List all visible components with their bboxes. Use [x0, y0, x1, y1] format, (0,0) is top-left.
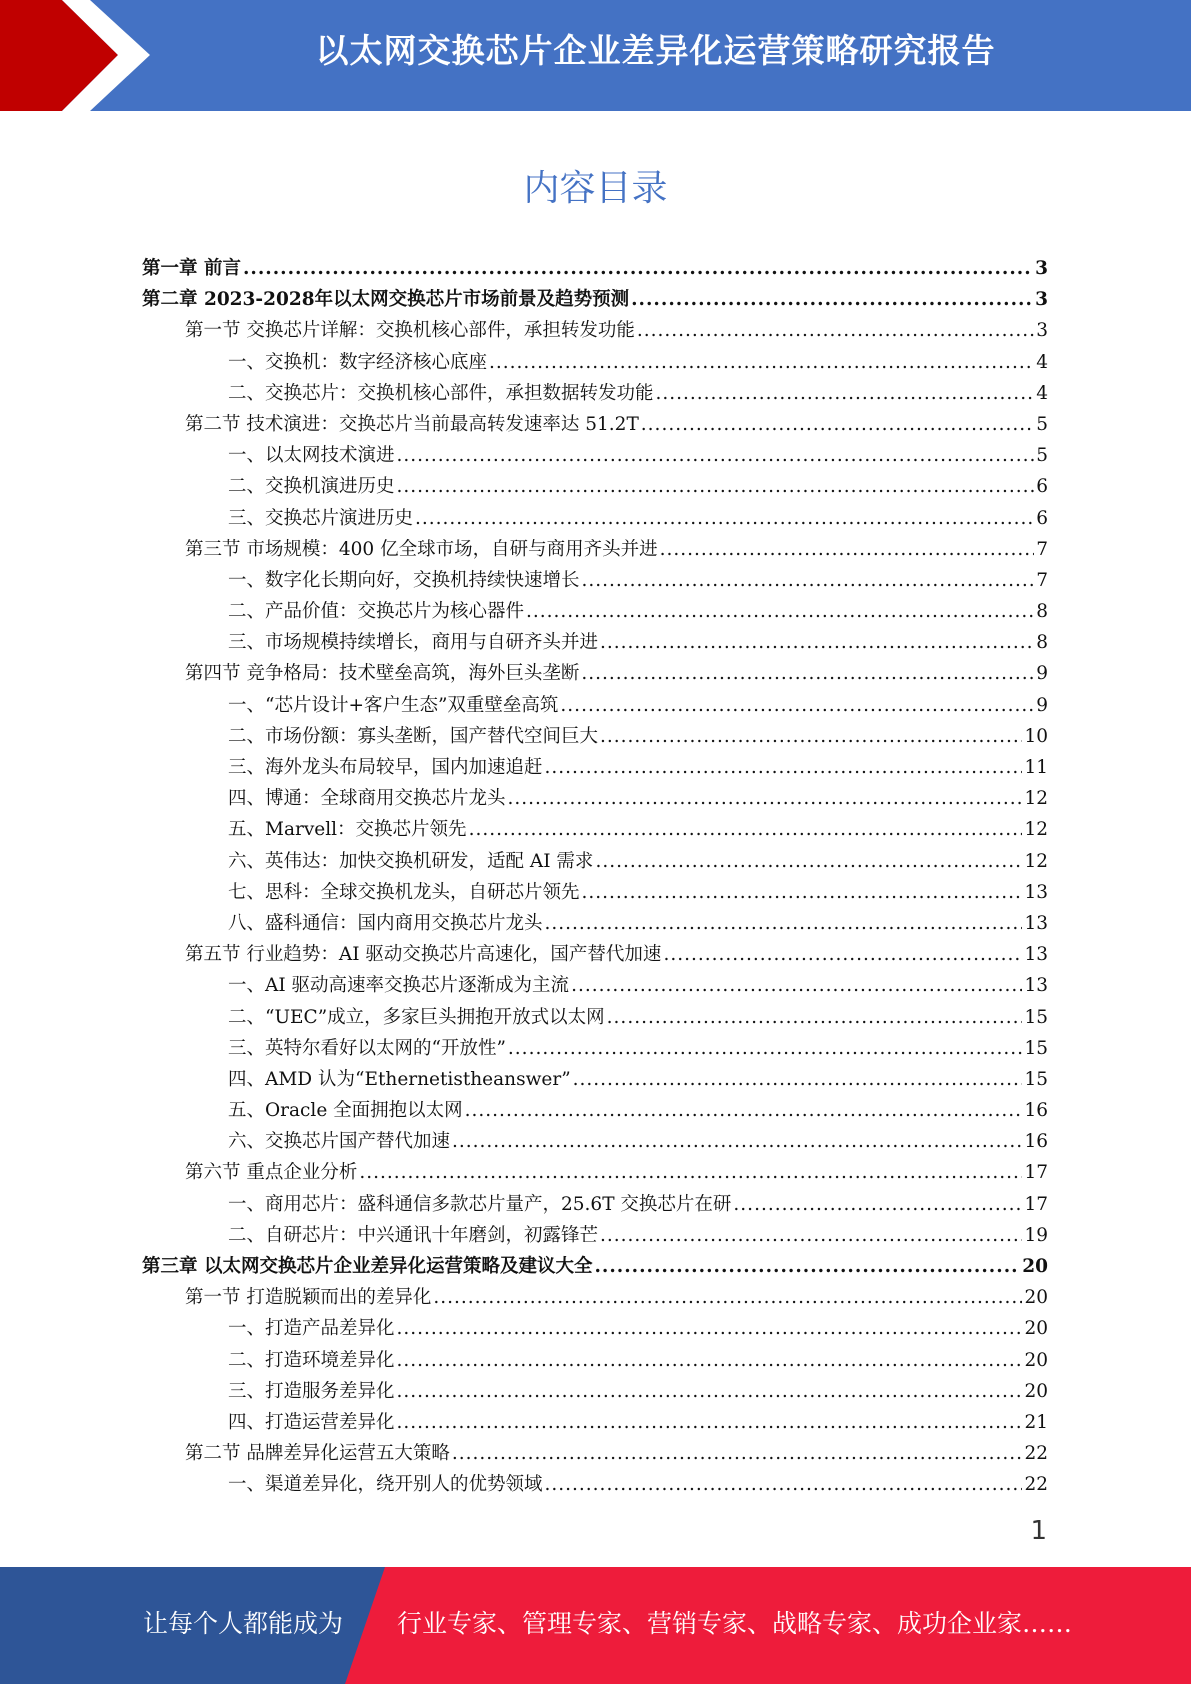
toc-entry[interactable]	[142, 379, 1048, 410]
toc-leader-dots	[594, 1256, 1020, 1277]
toc-entry-title: 第三章 以太网交换芯片企业差异化运营策略及建议大全	[142, 1256, 593, 1277]
toc-leader-dots	[595, 851, 1022, 872]
toc-leader-dots	[600, 632, 1034, 653]
toc-entry-page: 15	[1024, 1006, 1048, 1028]
toc-leader-dots	[573, 1069, 1023, 1090]
toc-leader-dots	[465, 1100, 1023, 1121]
toc-entry[interactable]	[142, 815, 1048, 846]
toc-entry-page: 15	[1024, 1037, 1048, 1059]
toc-entry[interactable]	[142, 1065, 1048, 1096]
toc-entry[interactable]	[142, 472, 1048, 503]
toc-leader-dots	[600, 1225, 1022, 1246]
toc-entry-page: 19	[1024, 1224, 1048, 1246]
toc-entry-title: 第四节 竞争格局：技术壁垒高筑，海外巨头垄断	[185, 663, 580, 685]
toc-leader-dots	[397, 1412, 1023, 1433]
toc-entry-page: 22	[1024, 1474, 1048, 1496]
toc-leader-dots	[508, 1038, 1023, 1059]
toc-entry-title: 一、打造产品差异化	[228, 1318, 395, 1340]
toc-entry-title: 一、以太网技术演进	[228, 445, 395, 467]
toc-entry-page: 13	[1024, 944, 1048, 966]
toc-entry-title: 五、Oracle 全面拥抱以太网	[228, 1100, 463, 1122]
toc-entry[interactable]	[142, 691, 1048, 722]
toc-leader-dots	[508, 788, 1023, 809]
toc-entry-page: 16	[1024, 1131, 1048, 1153]
toc-entry-page: 20	[1024, 1349, 1048, 1371]
toc-entry-page: 13	[1024, 881, 1048, 903]
toc-entry-page: 8	[1036, 601, 1048, 623]
toc-leader-dots	[545, 1474, 1023, 1495]
toc-entry[interactable]	[142, 348, 1048, 379]
toc-entry-page: 20	[1024, 1318, 1048, 1340]
toc-leader-dots	[433, 1287, 1022, 1308]
toc-entry-title: 二、市场份额：寡头垄断，国产替代空间巨大	[228, 725, 599, 747]
toc-entry[interactable]	[142, 1346, 1048, 1377]
toc-entry-title: 二、自研芯片：中兴通讯十年磨剑，初露锋芒	[228, 1224, 599, 1246]
toc-entry-title: 四、博通：全球商用交换芯片龙头	[228, 788, 506, 810]
toc-entry-title: 第二节 技术演进：交换芯片当前最高转发速率达 51.2T	[185, 413, 639, 435]
toc-entry-page: 7	[1036, 538, 1048, 560]
toc-entry-title: 一、商用芯片：盛科通信多款芯片量产，25.6T 交换芯片在研	[228, 1193, 732, 1215]
toc-leader-dots	[397, 1318, 1023, 1339]
toc-entry-title: 第一节 打造脱颖而出的差异化	[185, 1287, 432, 1309]
toc-entry-title: 第二节 品牌差异化运营五大策略	[185, 1443, 450, 1465]
toc-entry[interactable]	[142, 535, 1048, 566]
toc-entry-page: 21	[1024, 1411, 1048, 1433]
toc-entry-page: 17	[1024, 1162, 1048, 1184]
toc-entry-page: 5	[1036, 445, 1048, 467]
toc-entry[interactable]	[142, 722, 1048, 753]
toc-entry-title: 八、盛科通信：国内商用交换芯片龙头	[228, 912, 543, 934]
toc-leader-dots	[656, 383, 1035, 404]
toc-entry-title: 第六节 重点企业分析	[185, 1162, 358, 1184]
toc-leader-dots	[397, 1381, 1023, 1402]
toc-entry[interactable]	[142, 753, 1048, 784]
toc-entry[interactable]	[142, 1408, 1048, 1439]
toc-entry-page: 12	[1024, 819, 1048, 841]
toc-entry[interactable]	[142, 1190, 1048, 1221]
toc-entry-page: 4	[1036, 382, 1048, 404]
toc-entry-title: 六、英伟达：加快交换机研发，适配 AI 需求	[228, 850, 594, 872]
page-number: 1	[1030, 1516, 1047, 1546]
toc-leader-dots	[582, 882, 1023, 903]
toc-leader-dots	[469, 819, 1023, 840]
toc-leader-dots	[733, 1194, 1022, 1215]
toc-entry-page: 10	[1024, 725, 1048, 747]
toc-leader-dots	[489, 352, 1034, 373]
toc-leader-dots	[452, 1131, 1022, 1152]
toc-entry[interactable]	[142, 971, 1048, 1002]
toc-entry-page: 12	[1024, 850, 1048, 872]
toc-entry[interactable]	[142, 847, 1048, 878]
toc-leader-dots	[545, 913, 1023, 934]
toc-leader-dots	[545, 757, 1023, 778]
toc-entry-page: 13	[1024, 912, 1048, 934]
toc-entry-title: 四、AMD 认为“Ethernetistheanswer”	[228, 1068, 571, 1090]
toc-leader-dots	[582, 570, 1035, 591]
toc-leader-dots	[452, 1443, 1023, 1464]
toc-entry-title: 三、市场规模持续增长，商用与自研齐头并进	[228, 632, 599, 654]
toc-leader-dots	[607, 1007, 1023, 1028]
toc-entry-page: 3	[1035, 258, 1048, 279]
toc-entry-page: 12	[1024, 788, 1048, 810]
toc-entry[interactable]	[142, 1096, 1048, 1127]
toc-entry[interactable]	[142, 441, 1048, 472]
toc-entry-page: 13	[1024, 975, 1048, 997]
toc-leader-dots	[581, 663, 1034, 684]
toc-leader-dots	[397, 445, 1035, 466]
toc-entry-page: 17	[1024, 1193, 1048, 1215]
footer-slogan-left: 让每个人都能成为	[143, 1609, 344, 1638]
footer-slogan-right: 行业专家、管理专家、营销专家、战略专家、成功企业家……	[397, 1609, 1073, 1638]
toc-entry-title: 二、“UEC”成立，多家巨头拥抱开放式以太网	[228, 1006, 605, 1028]
toc-entry-page: 16	[1024, 1100, 1048, 1122]
toc-leader-dots	[600, 726, 1022, 747]
toc-leader-dots	[663, 944, 1022, 965]
toc-entry-title: 一、数字化长期向好，交换机持续快速增长	[228, 569, 580, 591]
toc-entry[interactable]	[142, 1158, 1048, 1189]
toc-entry[interactable]	[142, 909, 1048, 940]
toc-entry-page: 9	[1036, 663, 1048, 685]
toc-entry[interactable]	[142, 1377, 1048, 1408]
toc-entry-page: 9	[1036, 694, 1048, 716]
red-chevron-icon	[0, 0, 160, 111]
toc-entry-title: 一、AI 驱动高速率交换芯片逐渐成为主流	[228, 975, 570, 997]
toc-entry[interactable]	[142, 316, 1048, 347]
toc-leader-dots	[641, 414, 1034, 435]
toc-heading: 内容目录	[523, 168, 668, 209]
toc-entry-title: 七、思科：全球交换机龙头，自研芯片领先	[228, 881, 580, 903]
toc-entry[interactable]	[142, 1470, 1048, 1501]
toc-entry-page: 22	[1024, 1443, 1048, 1465]
toc-entry[interactable]	[142, 597, 1048, 628]
toc-entry-title: 四、打造运营差异化	[228, 1411, 395, 1433]
toc-leader-dots	[571, 975, 1022, 996]
toc-leader-dots	[359, 1162, 1022, 1183]
toc-entry-page: 3	[1035, 289, 1048, 311]
toc-entry[interactable]	[142, 566, 1048, 597]
toc-leader-dots	[415, 508, 1034, 529]
toc-entry[interactable]	[142, 1127, 1048, 1158]
toc-entry-page: 20	[1024, 1380, 1048, 1402]
toc-leader-dots	[560, 695, 1034, 716]
toc-entry[interactable]	[142, 878, 1048, 909]
toc-leader-dots	[631, 289, 1033, 310]
toc-entry-title: 三、交换芯片演进历史	[228, 507, 414, 529]
toc-entry-title: 第五节 行业趋势：AI 驱动交换芯片高速化，国产替代加速	[185, 944, 662, 966]
toc-entry-page: 3	[1036, 320, 1048, 342]
toc-entry-title: 三、英特尔看好以太网的“开放性”	[228, 1037, 506, 1059]
toc-entry-page: 4	[1036, 351, 1048, 373]
toc-entry[interactable]	[142, 504, 1048, 535]
toc-entry[interactable]	[142, 410, 1048, 441]
toc-entry[interactable]	[142, 1314, 1048, 1345]
toc-leader-dots	[397, 1350, 1023, 1371]
toc-entry-page: 20	[1024, 1287, 1048, 1309]
toc-entry-title: 二、交换芯片：交换机核心部件，承担数据转发功能	[228, 382, 654, 404]
toc-entry-title: 五、Marvell：交换芯片领先	[228, 819, 467, 841]
toc-entry-title: 二、打造环境差异化	[228, 1349, 395, 1371]
toc-entry-page: 6	[1036, 476, 1048, 498]
toc-entry-title: 二、产品价值：交换芯片为核心器件	[228, 601, 525, 623]
report-title: 以太网交换芯片企业差异化运营策略研究报告	[315, 31, 996, 70]
toc-entry[interactable]	[142, 285, 1048, 316]
toc-entry-title: 六、交换芯片国产替代加速	[228, 1131, 451, 1153]
toc-entry[interactable]	[142, 254, 1048, 285]
toc-entry[interactable]	[142, 1252, 1048, 1283]
toc-entry-title: 第一节 交换芯片详解：交换机核心部件，承担转发功能	[185, 320, 635, 342]
toc-entry[interactable]	[142, 1003, 1048, 1034]
toc-leader-dots	[397, 476, 1035, 497]
toc-entry-title: 二、交换机演进历史	[228, 476, 395, 498]
toc-entry-title: 一、渠道差异化，绕开别人的优势领域	[228, 1474, 543, 1496]
toc-entry-page: 5	[1036, 413, 1048, 435]
toc-entry-title: 三、打造服务差异化	[228, 1380, 395, 1402]
toc-entry-title: 一、交换机：数字经济核心底座	[228, 351, 488, 373]
toc-entry[interactable]	[142, 659, 1048, 690]
toc-entry-page: 8	[1036, 632, 1048, 654]
toc-entry[interactable]	[142, 940, 1048, 971]
toc-leader-dots	[243, 258, 1033, 279]
toc-leader-dots	[660, 539, 1035, 560]
toc-entry-title: 三、海外龙头布局较早，国内加速追赶	[228, 757, 543, 778]
footer-band	[0, 1567, 1191, 1684]
toc-entry-page: 7	[1036, 569, 1048, 591]
toc-entry[interactable]	[142, 1221, 1048, 1252]
toc-entry[interactable]	[142, 784, 1048, 815]
toc-entry-title: 第三节 市场规模：400 亿全球市场，自研与商用齐头并进	[185, 538, 658, 560]
toc-entry[interactable]	[142, 1283, 1048, 1314]
toc-entry-title: 一、“芯片设计+客户生态”双重壁垒高筑	[228, 694, 559, 716]
toc-entry-title: 第一章 前言	[142, 258, 241, 279]
toc-entry-page: 15	[1024, 1068, 1048, 1090]
toc-entry[interactable]	[142, 628, 1048, 659]
toc-entry-page: 20	[1022, 1256, 1048, 1277]
toc-entry-title: 第二章 2023-2028年以太网交换芯片市场前景及趋势预测	[142, 289, 630, 311]
toc-leader-dots	[526, 601, 1034, 622]
toc-entry-page: 11	[1024, 757, 1048, 778]
header-band	[0, 0, 1191, 111]
toc-entry[interactable]	[142, 1439, 1048, 1470]
table-of-contents	[142, 254, 1048, 1502]
toc-leader-dots	[637, 320, 1034, 341]
toc-entry[interactable]	[142, 1034, 1048, 1065]
toc-entry-page: 6	[1036, 507, 1048, 529]
